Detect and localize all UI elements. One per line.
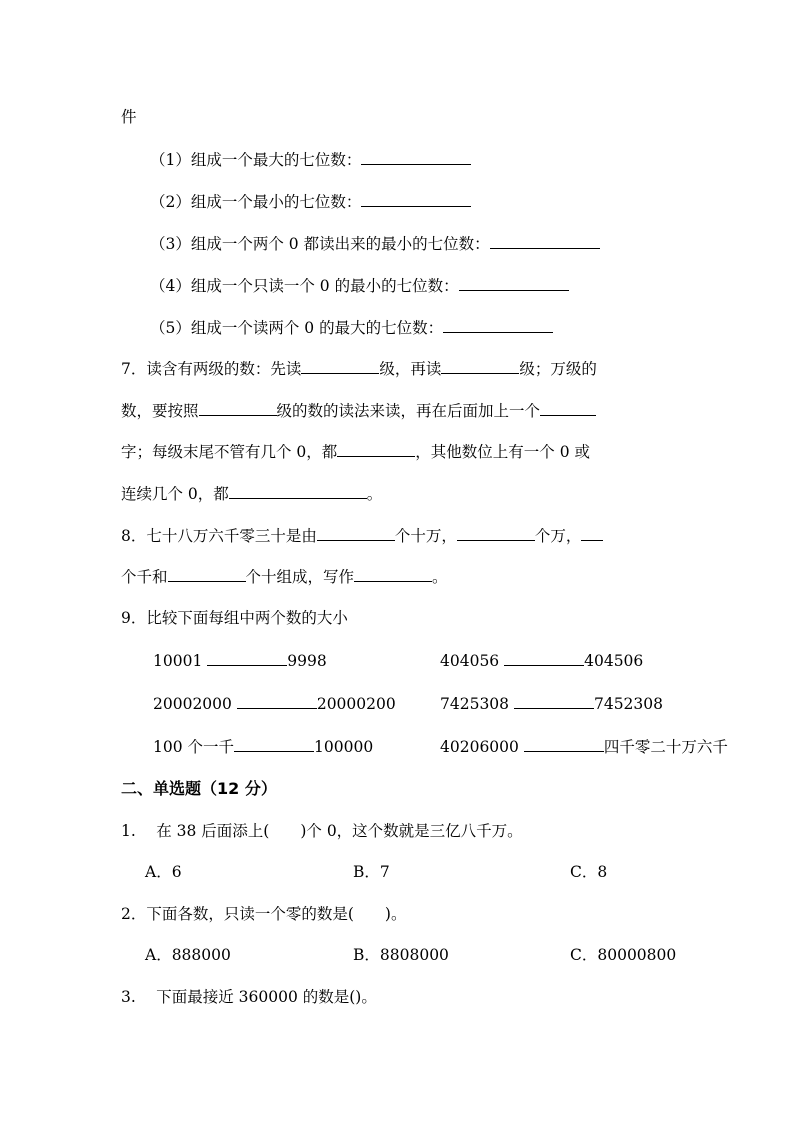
mc-option-label: A．888000	[145, 946, 231, 964]
sub-question-4-text: （4）组成一个只读一个 0 的最小的七位数：	[150, 277, 459, 295]
q7-text: 字；每级末尾不管有几个 0，都	[121, 443, 338, 461]
compare-right-b: 7452308	[593, 695, 663, 713]
sub-question-2-text: （2）组成一个最小的七位数：	[150, 193, 362, 211]
compare-right-a: 40206000	[440, 738, 524, 756]
answer-blank[interactable]	[457, 524, 535, 541]
answer-blank[interactable]	[441, 357, 519, 374]
compare-item	[153, 692, 396, 715]
mc-option[interactable]	[353, 944, 449, 966]
compare-right-a: 404056	[440, 652, 505, 670]
compare-left-b: 100000	[314, 738, 374, 756]
mc-option[interactable]	[570, 861, 607, 883]
sub-question-3	[150, 232, 600, 255]
answer-blank[interactable]	[301, 357, 379, 374]
mc-option-label: C．8	[570, 863, 608, 881]
compare-left-b: 20000200	[316, 695, 396, 713]
mc-option[interactable]	[353, 861, 390, 883]
answer-blank[interactable]	[540, 399, 596, 416]
carry-over-text	[121, 106, 137, 128]
question-8-line-1	[121, 524, 603, 547]
question-7-line-3	[121, 440, 590, 463]
sub-question-1-text: （1）组成一个最大的七位数：	[150, 151, 362, 169]
compare-right-a: 7425308	[440, 695, 514, 713]
mc-stem: 1. 在 38 后面添上( )个 0，这个数就是三亿八千万。	[121, 822, 523, 840]
q7-text: 级，再读	[379, 360, 442, 378]
compare-right-b: 404506	[584, 652, 644, 670]
sub-question-1	[150, 148, 471, 171]
q8-text: 个千和	[121, 568, 168, 586]
answer-blank[interactable]	[199, 399, 277, 416]
mc-stem: 3. 下面最接近 360000 的数是()。	[121, 988, 377, 1006]
answer-blank[interactable]	[354, 565, 432, 582]
q8-text: 个十万，	[394, 527, 457, 545]
mc-option-label: B．8808000	[353, 946, 449, 964]
answer-blank[interactable]	[237, 692, 317, 709]
mc-option-label: B．7	[353, 863, 390, 881]
mc-option-label: A．6	[145, 863, 182, 881]
compare-item	[153, 649, 327, 672]
answer-blank[interactable]	[317, 524, 395, 541]
answer-blank[interactable]	[361, 190, 471, 207]
q7-text: 连续几个 0，都	[121, 485, 229, 503]
q8-text: 8．七十八万六千零三十是由	[121, 527, 317, 545]
q8-text: 个万，	[534, 527, 582, 545]
mc-option[interactable]	[145, 861, 182, 883]
q7-text: 级的数的读法来读，再在后面加上一个	[276, 402, 541, 420]
q9-text: 9．比较下面每组中两个数的大小	[121, 609, 348, 627]
compare-left-a: 100 个一千	[153, 738, 235, 756]
mc-stem: 2．下面各数，只读一个零的数是( )。	[121, 905, 407, 923]
sub-question-2	[150, 190, 471, 213]
answer-blank[interactable]	[514, 692, 594, 709]
section-heading-text: 二、单选题（12 分）	[121, 779, 277, 798]
sub-question-4	[150, 274, 569, 297]
question-9	[121, 607, 348, 629]
answer-blank[interactable]	[581, 524, 603, 541]
answer-blank[interactable]	[490, 232, 600, 249]
mc-option[interactable]	[570, 944, 676, 966]
q7-text: 级；万级的	[519, 360, 597, 378]
answer-blank[interactable]	[207, 649, 287, 666]
mc-option-label: C．80000800	[570, 946, 677, 964]
sub-question-5	[150, 316, 553, 339]
compare-item	[153, 735, 373, 758]
q8-text: 。	[432, 568, 448, 586]
q8-text: 个十组成，写作	[245, 568, 355, 586]
section-2-heading	[121, 778, 277, 800]
answer-blank[interactable]	[524, 735, 604, 752]
compare-left-a: 20002000	[153, 695, 237, 713]
mc-question-2	[121, 903, 406, 925]
mc-option[interactable]	[145, 944, 231, 966]
question-7-line-4	[121, 482, 382, 505]
q7-text: 数，要按照	[121, 402, 199, 420]
sub-question-3-text: （3）组成一个两个 0 都读出来的最小的七位数：	[150, 235, 490, 253]
answer-blank[interactable]	[234, 735, 314, 752]
question-7-line-2	[121, 399, 596, 422]
answer-blank[interactable]	[443, 316, 553, 333]
answer-blank[interactable]	[459, 274, 569, 291]
q7-text: ，其他数位上有一个 0 或	[415, 443, 591, 461]
q7-text: 。	[366, 485, 383, 503]
mc-question-3	[121, 986, 377, 1008]
mc-question-1	[121, 820, 523, 842]
compare-right-b: 四千零二十万六千	[603, 738, 728, 756]
compare-item	[440, 649, 643, 672]
answer-blank[interactable]	[168, 565, 246, 582]
carry-text: 件	[121, 108, 137, 126]
compare-left-b: 9998	[287, 652, 327, 670]
question-7-line-1	[121, 357, 597, 380]
compare-item	[440, 692, 663, 715]
answer-blank[interactable]	[361, 148, 471, 165]
question-8-line-2	[121, 565, 448, 588]
compare-left-a: 10001	[153, 652, 208, 670]
answer-blank[interactable]	[229, 482, 367, 499]
answer-blank[interactable]	[504, 649, 584, 666]
answer-blank[interactable]	[337, 440, 415, 457]
sub-question-5-text: （5）组成一个读两个 0 的最大的七位数：	[150, 319, 444, 337]
q7-text: 7．读含有两级的数：先读	[121, 360, 302, 378]
compare-item	[440, 735, 728, 758]
